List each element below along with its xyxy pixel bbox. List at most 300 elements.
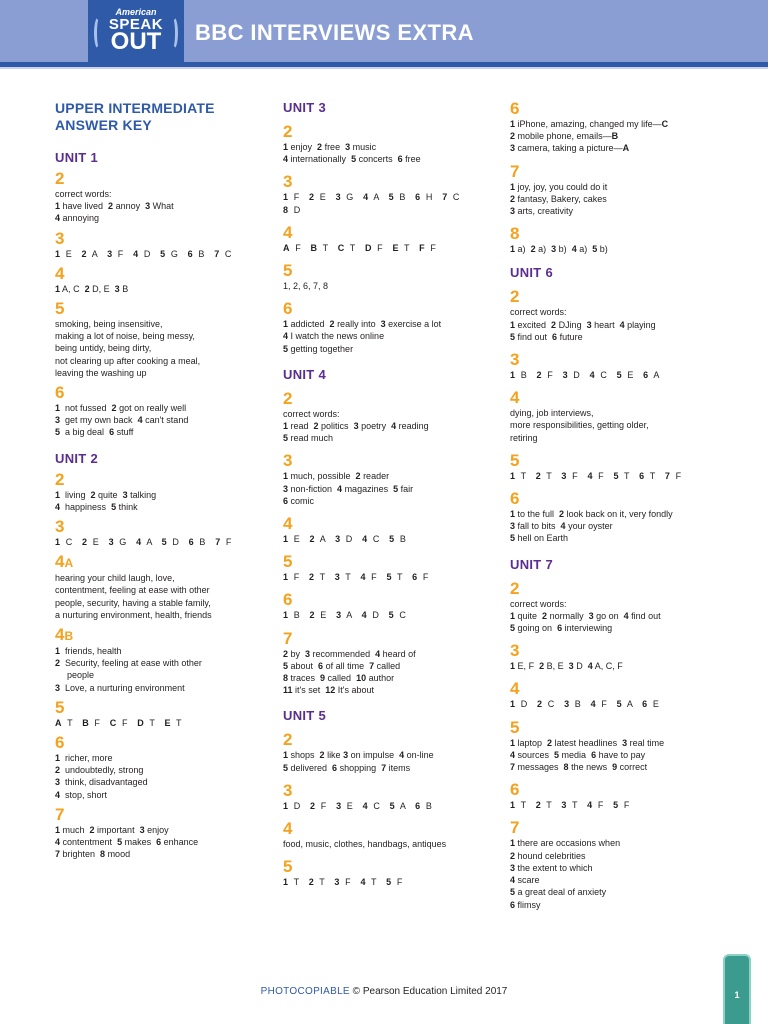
answer-text: magazines: [342, 483, 394, 494]
answer-key-number: D: [137, 717, 146, 728]
answer-key-number: 2: [82, 537, 89, 548]
answer-line: [283, 141, 498, 153]
exercise-number: 6: [510, 780, 520, 800]
exercise-number: 5: [510, 450, 520, 470]
answer-key-number: 9: [320, 673, 326, 684]
answer-text: C: [372, 534, 381, 545]
exercise-number: 5: [55, 697, 65, 717]
exercise-number: 6: [55, 383, 65, 403]
answer-key-number: 2: [309, 534, 317, 545]
answer-line: [283, 800, 498, 812]
answer-key-number: 8: [283, 204, 290, 215]
answer-text: comic: [288, 495, 315, 506]
exercise-number: 8: [510, 224, 520, 244]
answer-key-number: 4: [360, 572, 368, 583]
answer-text: on-line: [404, 750, 434, 761]
answer-key-number: 3: [551, 244, 557, 255]
answer-text: can't stand: [142, 415, 189, 426]
answer-text: F: [121, 717, 130, 728]
answer-text: author: [366, 673, 395, 684]
answer-key-number: 6: [187, 248, 195, 259]
answer-key-number: 4: [623, 610, 629, 621]
answer-text: D: [143, 248, 152, 259]
answer-line: [283, 318, 498, 330]
answer-line: [283, 432, 498, 444]
answer-key-number: 1: [55, 489, 61, 500]
answer-text: T: [67, 717, 74, 728]
answer-line: being untidy, being dirty,: [55, 343, 152, 354]
answer-key-number: 4: [587, 800, 594, 811]
answer-text: T: [571, 800, 579, 811]
answer-key-number: 3: [564, 699, 571, 710]
answer-key-number: 4: [283, 331, 289, 342]
answer-text: F: [94, 717, 102, 728]
answer-text: politics: [318, 421, 354, 432]
answer-text: T: [624, 470, 631, 481]
answer-text: B: [122, 283, 129, 294]
answer-text: items: [386, 762, 411, 773]
answer-line: [283, 533, 498, 545]
answer-key-number: 1: [510, 319, 516, 330]
answer-key-number: 2: [535, 800, 543, 811]
answer-line: making a lot of noise, being messy,: [55, 331, 195, 342]
answer-key-number: 3: [336, 800, 343, 811]
answer-line: [283, 876, 498, 888]
answer-text: flimsy: [515, 899, 541, 910]
answer-text: E: [92, 537, 101, 548]
answer-text: D: [372, 610, 381, 621]
answer-key-number: 4: [137, 415, 143, 426]
logo-american: American: [115, 7, 157, 17]
answer-text: D: [520, 699, 529, 710]
answer-text: B: [425, 800, 434, 811]
answer-key-number: 5: [386, 572, 394, 583]
answer-text: T: [546, 800, 554, 811]
answer-key-number: 2: [539, 661, 545, 672]
answer-key-number: B: [82, 717, 91, 728]
answer-key-number: 4: [362, 800, 370, 811]
answer-line: [55, 200, 270, 212]
answer-text: have lived: [60, 201, 109, 212]
answer-key-number: 5: [117, 837, 123, 848]
answer-key-number: 4: [399, 750, 405, 761]
exercise-number: [55, 626, 270, 645]
answer-key-number: 3: [334, 572, 342, 583]
answer-key-number: 3: [510, 206, 516, 217]
answer-key-number: 4: [589, 370, 597, 381]
answer-text: E: [103, 283, 110, 294]
answer-text: stop, short: [60, 789, 108, 800]
answer-line: [510, 193, 740, 205]
answer-text: normally: [547, 610, 589, 621]
answer-text: sources: [515, 749, 555, 760]
answer-key-number: 7: [55, 849, 61, 860]
answer-key-number: 6: [643, 370, 650, 381]
answer-line: [55, 789, 270, 801]
answer-key-number: 6: [412, 572, 419, 583]
answer-text: the news: [568, 762, 613, 773]
answer-key-number: 1: [283, 610, 290, 621]
answer-line: retiring: [510, 432, 538, 443]
answer-text: C: [547, 699, 556, 710]
answer-key-number: 3: [114, 283, 120, 294]
answer-text: What: [150, 201, 174, 212]
unit-heading: UNIT 6: [510, 265, 553, 281]
answer-text: E: [320, 610, 328, 621]
answer-text: A: [399, 800, 407, 811]
answer-key-number: 1: [510, 244, 516, 255]
answer-text: friends, health: [60, 646, 122, 657]
answer-text: richer, more: [60, 753, 113, 764]
answer-line: [283, 191, 498, 203]
answer-key-number: 5: [510, 623, 516, 634]
answer-line: more responsibilities, getting older,: [510, 420, 649, 431]
answer-line: [510, 737, 740, 749]
answer-text: latest headlines: [552, 737, 623, 748]
answer-line: [55, 212, 270, 224]
answer-line: [510, 205, 740, 217]
answer-text: F: [396, 877, 404, 888]
answer-text: your oyster: [565, 521, 613, 532]
exercise-number-letter: A: [64, 556, 74, 571]
answer-text: much, possible: [288, 471, 356, 482]
unit-heading: UNIT 2: [55, 450, 98, 466]
answer-key-number: A: [283, 242, 292, 253]
answer-text: T: [520, 470, 528, 481]
answer-text: T: [371, 877, 378, 888]
answer-key-number: 4: [587, 470, 595, 481]
answer-key-number: 1: [510, 509, 516, 520]
answer-key-number: 1: [283, 471, 289, 482]
answer-key-number: 4: [283, 154, 289, 165]
answer-text: find out: [628, 610, 661, 621]
answer-line: [55, 764, 270, 776]
answer-key-number: 1: [510, 470, 517, 481]
answer-key-number: 4: [391, 421, 397, 432]
answer-key-number: 3: [283, 483, 289, 494]
answer-key-number: 2: [535, 470, 543, 481]
answer-line: [510, 698, 740, 710]
answer-key-number: 6: [510, 899, 516, 910]
doc-title-line-1: UPPER INTERMEDIATE: [55, 100, 215, 116]
answer-key-number: 5: [283, 433, 289, 444]
unit-heading: UNIT 7: [510, 556, 553, 572]
answer-text: F: [597, 800, 605, 811]
answer-key-number: 3: [139, 824, 145, 835]
answer-line: [55, 414, 270, 426]
answer-key-number: C: [109, 717, 118, 728]
exercise-number-letter: B: [64, 629, 74, 644]
answer-key-number: 8: [563, 762, 569, 773]
answer-line: [510, 508, 740, 520]
answer-key-number: 4: [55, 837, 61, 848]
answer-text: E: [65, 248, 74, 259]
answer-key-number: 5: [554, 749, 560, 760]
answer-text: It's about: [335, 685, 375, 696]
answer-text: T: [176, 717, 184, 728]
answer-key-number: 3: [335, 534, 342, 545]
answer-text: quite: [515, 610, 543, 621]
answer-key-number: A: [622, 143, 630, 154]
answer-line: [510, 610, 740, 622]
answer-text: A: [319, 534, 327, 545]
answer-key-number: 1: [55, 248, 62, 259]
exercise-number: 3: [55, 228, 65, 248]
answer-line: [283, 684, 498, 696]
answer-key-number: 1: [283, 192, 290, 203]
answer-key-number: 3: [586, 319, 592, 330]
answer-text: DJing: [556, 319, 587, 330]
answer-key-number: F: [419, 242, 427, 253]
answer-key-number: 3: [334, 877, 342, 888]
photocopiable-label: PHOTOCOPIABLE: [260, 986, 350, 997]
answer-key-number: 5: [161, 537, 169, 548]
exercise-number: 2: [510, 287, 520, 307]
answer-line: [510, 850, 740, 862]
answer-text: a): [538, 244, 547, 255]
answer-paragraph: [55, 318, 270, 379]
answer-key-number: 4: [337, 483, 343, 494]
answer-text: media: [559, 749, 592, 760]
answer-key-number: 4: [55, 789, 61, 800]
answer-text: called: [374, 660, 401, 671]
answer-line: [55, 489, 270, 501]
answer-key-number: 3: [145, 201, 151, 212]
answer-text: T: [520, 800, 528, 811]
answer-line: [510, 862, 740, 874]
exercise-number: 2: [283, 122, 293, 141]
answer-text: music: [350, 142, 377, 152]
copyright-text: © Pearson Education Limited 2017: [349, 986, 508, 997]
column-2: [283, 100, 498, 888]
answer-key-number: 3: [107, 248, 114, 259]
answer-key-number: 1: [55, 646, 61, 657]
answer-text: E: [627, 370, 635, 381]
answer-key-number: 2: [81, 248, 89, 259]
answer-text: a): [517, 244, 526, 255]
answer-key-number: 3: [562, 370, 570, 381]
answer-key-number: E: [392, 242, 401, 253]
answer-text: mobile phone, emails—: [515, 131, 612, 142]
answer-key-number: 5: [160, 248, 167, 259]
answer-line: [283, 242, 498, 254]
exercise-number: 4: [283, 222, 293, 242]
answer-key-number: 1: [283, 800, 290, 811]
answer-text: C,: [605, 661, 615, 672]
answer-text: scare: [515, 875, 540, 886]
answer-text: important: [94, 824, 140, 835]
answer-text: free: [322, 142, 346, 152]
answer-key-number: 1: [283, 534, 290, 545]
answer-text: have to pay: [596, 749, 646, 760]
answer-key-number: 2: [309, 610, 317, 621]
answer-line: [510, 319, 740, 331]
answer-text: F: [293, 192, 301, 203]
answer-key-number: 3: [510, 521, 516, 532]
answer-line: leaving the washing up: [55, 367, 147, 378]
answer-key-number: 1: [283, 572, 290, 583]
exercise-number: 5: [283, 552, 293, 572]
answer-text: C: [73, 283, 80, 294]
answer-line: [283, 762, 498, 774]
answer-key-number: 2: [313, 421, 319, 432]
answer-key-number: 1: [283, 142, 289, 152]
answer-key-number: 5: [55, 427, 61, 438]
answer-key-number: 2: [317, 142, 323, 152]
answer-key-number: 1: [510, 119, 516, 129]
answer-text: joy, joy, you could do it: [515, 181, 608, 192]
answer-line: [510, 118, 740, 130]
answer-text: addicted: [288, 319, 330, 330]
answer-key-number: 1: [510, 181, 516, 192]
answer-key-number: 1: [283, 421, 289, 432]
answer-text: H: [425, 192, 434, 203]
exercise-number: 4: [510, 388, 520, 408]
answer-text: a): [579, 244, 588, 255]
answer-text: F: [528, 661, 535, 672]
answer-key-number: 2: [542, 610, 548, 621]
answer-line: a nurturing environment, health, friends: [55, 609, 212, 620]
answer-text: D: [293, 204, 302, 215]
answer-text: C: [399, 610, 408, 621]
answer-text: excited: [515, 319, 552, 330]
answer-key-number: 3: [55, 777, 61, 788]
answer-line: correct words:: [510, 307, 567, 318]
answer-key-number: 1: [510, 838, 516, 849]
answer-text: much: [60, 824, 90, 835]
answer-text: fantasy, Bakery, cakes: [515, 193, 607, 204]
answer-text: hound celebrities: [515, 850, 586, 861]
answer-key-number: 8: [283, 673, 289, 684]
answer-key-number: 7: [442, 192, 449, 203]
answer-line: [510, 331, 740, 343]
answer-line: [55, 657, 270, 669]
page-number: 1: [734, 990, 740, 1000]
answer-key-number: 2: [536, 370, 544, 381]
answer-line: [510, 761, 740, 773]
exercise-number: 5: [510, 717, 520, 737]
unit-heading: UNIT 1: [55, 150, 98, 165]
answer-key-number: 6: [188, 537, 196, 548]
exercise-number: 6: [283, 299, 293, 319]
answer-text: T: [397, 572, 404, 583]
answer-text: camera, taking a picture—: [515, 143, 623, 154]
answer-key-number: 3: [588, 610, 594, 621]
answer-line: [55, 717, 270, 729]
exercise-number: 7: [283, 628, 293, 648]
answer-key-number: 3: [561, 800, 569, 811]
answer-key-number: 2: [309, 192, 316, 203]
answer-text: shops: [288, 750, 320, 761]
answer-text: T: [319, 877, 327, 888]
answer-line: [283, 343, 498, 355]
answer-text: F: [117, 248, 125, 259]
answer-text: E: [319, 192, 328, 203]
answer-key-number: 5: [592, 244, 598, 255]
answer-text: F: [377, 242, 385, 253]
answer-text: correct: [617, 762, 648, 773]
answer-key-number: 4: [55, 501, 61, 512]
answer-line: [510, 899, 740, 911]
answer-text: arts, creativity: [515, 206, 574, 217]
answer-line: [283, 470, 498, 482]
answer-key-number: 6: [318, 660, 324, 671]
answer-key-number: 6: [557, 623, 563, 634]
logo-out: OUT: [110, 28, 162, 55]
answer-text: G: [170, 248, 180, 259]
answer-key-number: 2: [547, 737, 553, 748]
answer-text: on impulse: [348, 750, 400, 761]
answer-line: contentment, feeling at ease with other: [55, 585, 210, 596]
answer-key-number: 2: [510, 193, 516, 204]
answer-key-number: 7: [215, 537, 222, 548]
answer-text: D: [573, 370, 582, 381]
answer-key-number: 2: [355, 471, 361, 482]
answer-text: read: [288, 421, 314, 432]
answer-key-number: 1: [55, 537, 62, 548]
answer-key-number: 2: [551, 319, 557, 330]
answer-key-number: 5: [283, 660, 289, 671]
answer-line: [510, 142, 740, 154]
answer-key-number: 5: [389, 800, 397, 811]
answer-key-number: 5: [613, 800, 620, 811]
answer-line: [510, 622, 740, 634]
answer-key-number: 3: [353, 421, 359, 432]
answer-key-number: 5: [283, 343, 289, 354]
answer-line: [55, 776, 270, 788]
answer-key-number: 2: [90, 489, 96, 500]
answer-key-number: 2: [308, 877, 316, 888]
answer-text: A: [373, 192, 381, 203]
answer-key-number: 5: [510, 887, 516, 898]
answer-key-number: 1: [55, 824, 61, 835]
exercise-number: 6: [55, 733, 65, 753]
answer-text: find out: [515, 331, 553, 342]
answer-text: E: [346, 800, 355, 811]
answer-key-number: 3: [305, 648, 311, 659]
answer-text: G: [119, 537, 128, 548]
answer-line: [55, 248, 270, 260]
answer-text: F: [225, 537, 234, 548]
answer-key-number: 3: [335, 192, 343, 203]
answer-text: brighten: [60, 849, 101, 860]
answer-key-number: 2: [309, 572, 316, 583]
answer-line: [283, 495, 498, 507]
answer-key-number: 3: [343, 750, 349, 761]
answer-line: [283, 609, 498, 621]
answer-text: F: [422, 572, 430, 583]
exercise-number: 7: [55, 804, 65, 824]
answer-line: [55, 426, 270, 438]
exercise-number: 3: [283, 172, 293, 192]
answer-text: really into: [334, 319, 381, 330]
answer-text: free: [402, 154, 421, 165]
answer-key-number: 3: [122, 489, 128, 500]
answer-text: F: [601, 699, 609, 710]
answer-key-number: 2: [55, 765, 61, 776]
answer-text: F: [572, 470, 580, 481]
answer-key-number: 1: [510, 699, 517, 710]
answer-key-number: 4: [510, 875, 516, 886]
exercise-number: 2: [283, 730, 293, 750]
answer-key-number: 6: [415, 192, 422, 203]
answer-key-number: 2: [283, 648, 289, 659]
answer-line: 1, 2, 6, 7, 8: [283, 281, 329, 292]
answer-key-number: 3: [380, 319, 386, 330]
answer-text: get my own back: [60, 415, 138, 426]
answer-text: D: [293, 800, 302, 811]
answer-line: [283, 420, 498, 432]
